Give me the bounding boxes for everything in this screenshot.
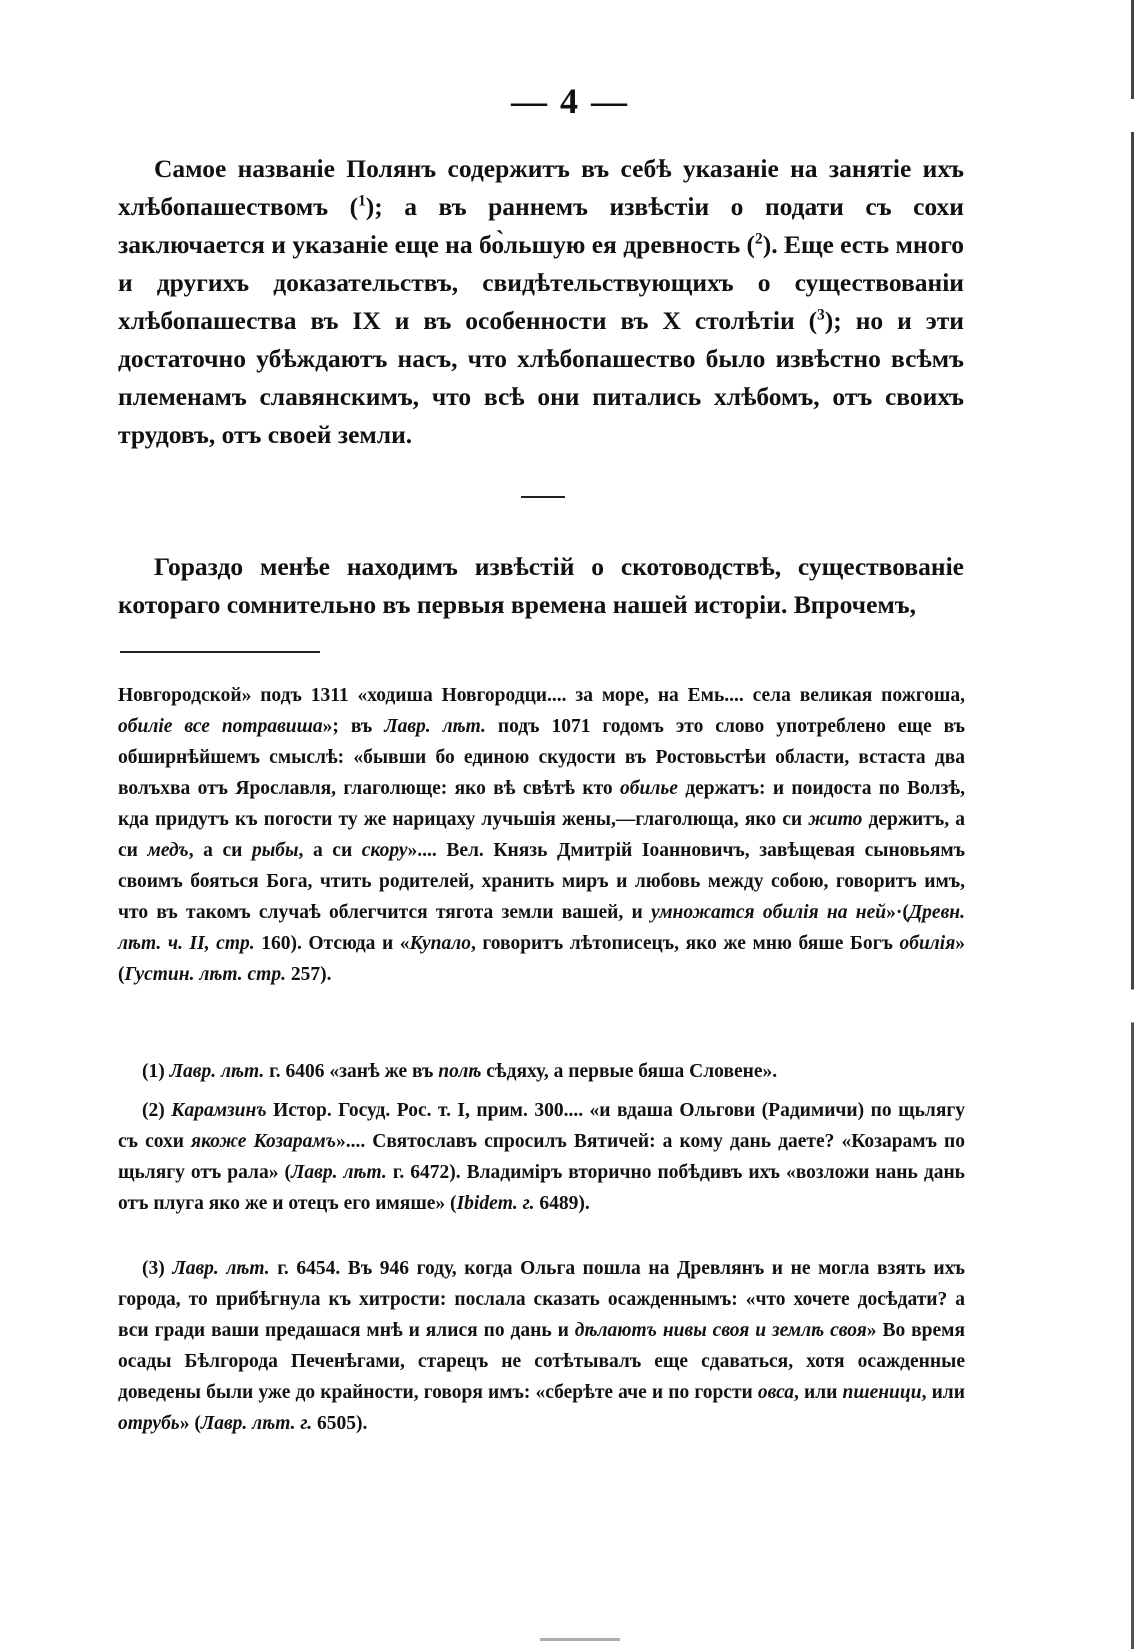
- footnote-continuation: Новгородской» подъ 1311 «ходиша Новгородци.... за море, на Емь.... села великая пожгоша, обиліе все потравиша»; въ Лавр. лѣт. подъ 1071 годомъ это слово употреблено еще въ обширнѣйшемъ смыслѣ: «бывши бо единою скудости въ Ростовьстѣи области, встаста два волъхва отъ Ярославля, глаголюще: яко вѣ свѣтѣ кто обилье держатъ: и поидоста по Волзѣ, кда придутъ къ погости ту же нарицаху лучьшія жены,—глаголюща, яко си жито держитъ, а си медъ, а си рыбы, а си скору».... Вел. Князь Дмитрій Іоанновичъ, завѣщевая сыновьямъ своимъ бояться Бога, чтить родителей, хранить миръ и любовь между собою, говоритъ имъ, что въ такомъ случаѣ облегчится тягота земли вашей, и умножатся обилія на ней»·(Древн. лѣт. ч. II, стр. 160). Отсюда и «Купало, говоритъ лѣтописецъ, яко же мню бяше Богъ обилія» (Густин. лѣт. стр. 257).: [118, 685, 966, 985]
- footnote-ref-3[interactable]: 3: [817, 306, 825, 324]
- footnote-divider: [120, 651, 320, 653]
- footnote-1: (1) Лавр. лѣт. г. 6406 «занѣ же въ полѣ сѣдяху, а первые бяша Словене».: [142, 1061, 778, 1082]
- page-number: — 4 —: [511, 81, 629, 121]
- footnote-ref-1[interactable]: 1: [358, 192, 366, 210]
- footnote-3: (3) Лавр. лѣт. г. 6454. Въ 946 году, когда Ольга пошла на Древлянъ и не могла взять ихъ города, то прибѣгнула къ хитрости: послала сказать осажденнымъ: «что хочете досѣдати? а вси гради ваши предашася мнѣ и ялися по дань и дѣлаютъ нивы своя и землѣ своя» Во время осады Бѣлгорода Печенѣгами, старецъ не сотѣтывалъ еще сдаваться, хотя осажденные доведены были уже до крайности, говоря имъ: «сберѣте аче и по горсти овса, или пшеници, или отрубь» (Лавр. лѣт. г. 6505).: [118, 1258, 965, 1434]
- footnote-marker: (2): [142, 1100, 172, 1121]
- footnote-marker: (3): [142, 1258, 173, 1279]
- scan-artifact: [540, 1638, 620, 1641]
- scan-edge-line: [1131, 0, 1134, 1649]
- body-paragraph-1: Самое названіе Полянъ содержитъ въ себѣ указаніе на занятіе ихъ хлѣбопашествомъ ($^1$); а въ раннемъ извѣстіи о подати съ сохи заключается и указаніе еще на бо̀льшую ея древность ($^2$). Еще есть много и другихъ доказательствъ, свидѣтельствующихъ о существованіи хлѣбопашества въ IX и въ особенности въ X столѣтіи ($^3$); но и эти достаточно убѣждаютъ насъ, что хлѣбопашество было извѣстно всѣмъ племенамъ славянскимъ, что всѣ они питались хлѣбомъ, отъ своихъ трудовъ, отъ своей земли.: [118, 154, 965, 449]
- footnote-ref-2[interactable]: 2: [755, 230, 763, 248]
- body-paragraph-2: Гораздо менѣе находимъ извѣстій о скотоводствѣ, существованіе котораго сомнительно въ первыя времена нашей исторіи. Впрочемъ,: [118, 552, 964, 619]
- footnote-2: (2) Карамзинъ Истор. Госуд. Рос. т. I, прим. 300.... «и вдаша Ольгови (Радимичи) по щьлягу съ сохи якоже Козарамъ».... Святославъ спросилъ Вятичей: а кому дань даете? «Козарамъ по щьлягу отъ рала» (Лавр. лѣт. г. 6472). Владиміръ вторично побѣдивъ ихъ «возложи нань дань отъ плуга яко же и отецъ его имяше» (Ibidem. г. 6489).: [118, 1100, 965, 1214]
- footnote-marker: (1): [142, 1061, 170, 1082]
- section-divider: [521, 496, 565, 498]
